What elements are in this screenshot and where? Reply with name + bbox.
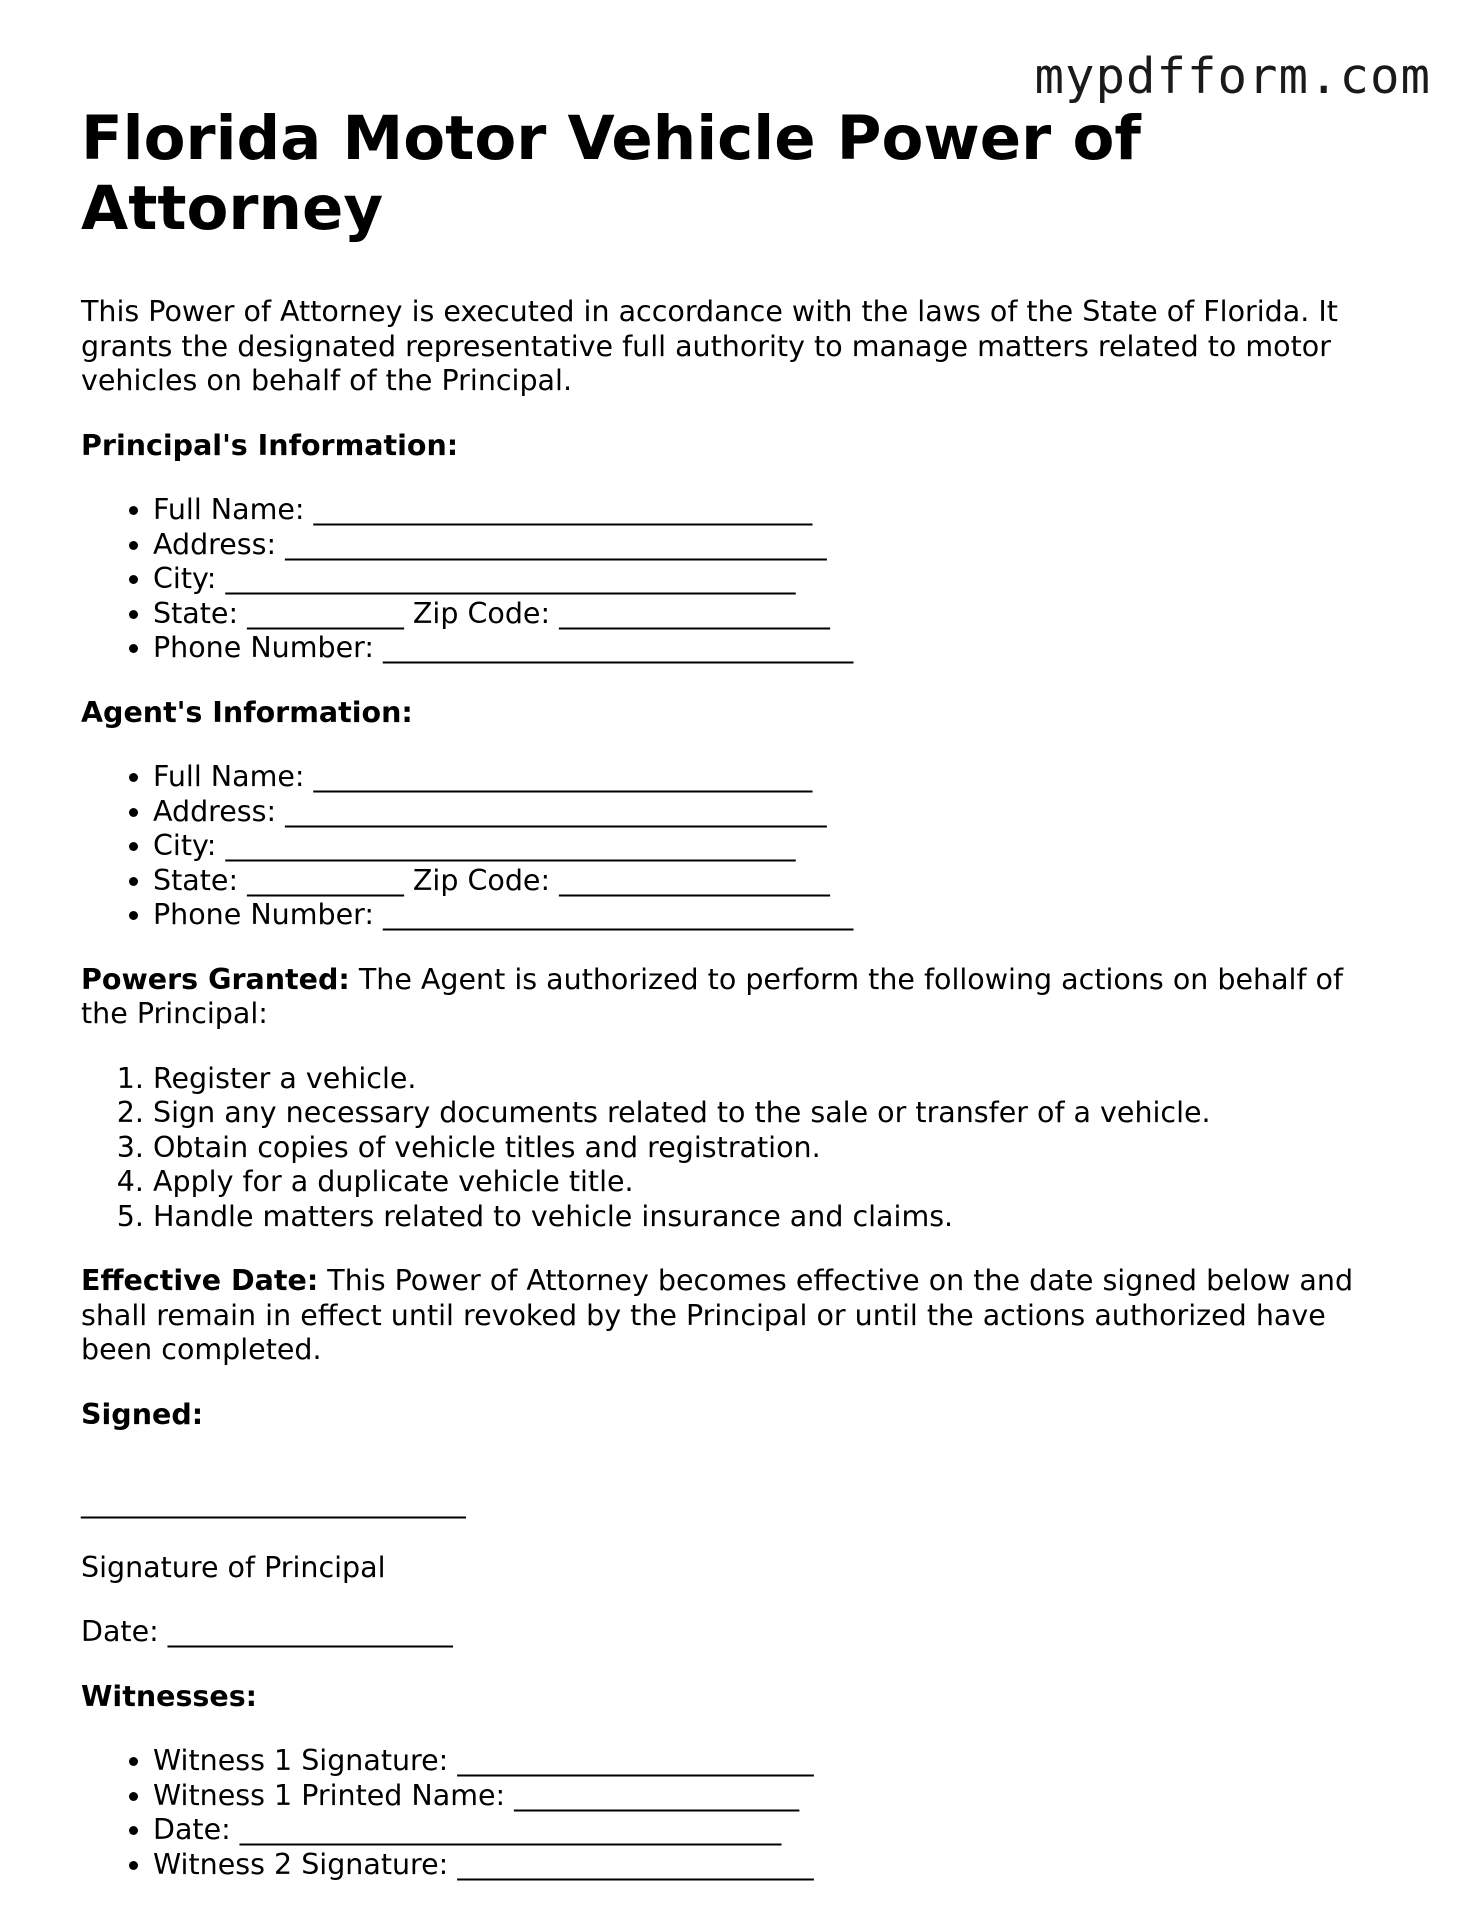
principal-signature-line: ___________________________ (81, 1486, 466, 1519)
power-item: 2. Sign any necessary documents related to the sale or transfer of a vehicle. (153, 1096, 1391, 1131)
power-item: 1. Register a vehicle. (153, 1062, 1391, 1097)
principal-full-name-field: • Full Name: ___________________________________ (153, 493, 1391, 528)
powers-paragraph (81, 963, 1391, 1032)
witness2-signature-field: • Witness 2 Signature: _________________________ (153, 1848, 1391, 1883)
signed-heading: Signed: (81, 1397, 204, 1431)
powers-heading: Powers Granted: (81, 962, 350, 996)
witnesses-heading: Witnesses: (81, 1679, 258, 1713)
witness-date-field: • Date: ______________________________________ (153, 1813, 1391, 1848)
principal-phone-field: • Phone Number: _________________________________ (153, 631, 1391, 666)
principal-signature-caption: Signature of Principal (81, 1550, 386, 1584)
powers-list (81, 1062, 1391, 1235)
watermark-text: mypdfform.com (1034, 48, 1431, 105)
agent-heading: Agent's Information: (81, 695, 413, 729)
principal-heading: Principal's Information: (81, 428, 459, 462)
witness1-printed-name-field: • Witness 1 Printed Name: ____________________ (153, 1779, 1391, 1814)
powers-text: The Agent is authorized to perform the following actions on behalf of the Principal: (81, 962, 1344, 1030)
principal-fields-list (81, 493, 1391, 666)
power-item: 4. Apply for a duplicate vehicle title. (153, 1165, 1391, 1200)
signed-date-field: Date: ____________________ (81, 1615, 453, 1648)
agent-full-name-field: • Full Name: ___________________________________ (153, 760, 1391, 795)
effective-heading: Effective Date: (81, 1264, 319, 1297)
witness1-signature-field: • Witness 1 Signature: _________________________ (153, 1744, 1391, 1779)
agent-address-field: • Address: ______________________________________ (153, 795, 1391, 830)
principal-address-field: • Address: ______________________________________ (153, 528, 1391, 563)
intro-paragraph: This Power of Attorney is executed in accordance with the laws of the State of Florida. It grants the designated representative full authority to manage matters related to motor vehicles on behalf of the Principal. (81, 295, 1338, 397)
effective-paragraph (81, 1264, 1391, 1368)
agent-phone-field: • Phone Number: _________________________________ (153, 898, 1391, 933)
agent-fields-list (81, 760, 1391, 933)
principal-city-field: • City: ________________________________________ (153, 562, 1391, 597)
power-item: 5. Handle matters related to vehicle insurance and claims. (153, 1200, 1391, 1235)
agent-city-field: • City: ________________________________________ (153, 829, 1391, 864)
document-page (81, 104, 1391, 1882)
effective-text: This Power of Attorney becomes effective on the date signed below and shall remain in effect until revoked by the Principal or until the actions authorized have been completed. (81, 1264, 1354, 1366)
document-title: Florida Motor Vehicle Power of Attorney (81, 103, 1141, 244)
agent-state-zip-field: • State: ___________ Zip Code: ___________________ (153, 864, 1391, 899)
witnesses-fields-list (81, 1744, 1391, 1882)
power-item: 3. Obtain copies of vehicle titles and registration. (153, 1131, 1391, 1166)
principal-state-zip-field: • State: ___________ Zip Code: ___________________ (153, 597, 1391, 632)
